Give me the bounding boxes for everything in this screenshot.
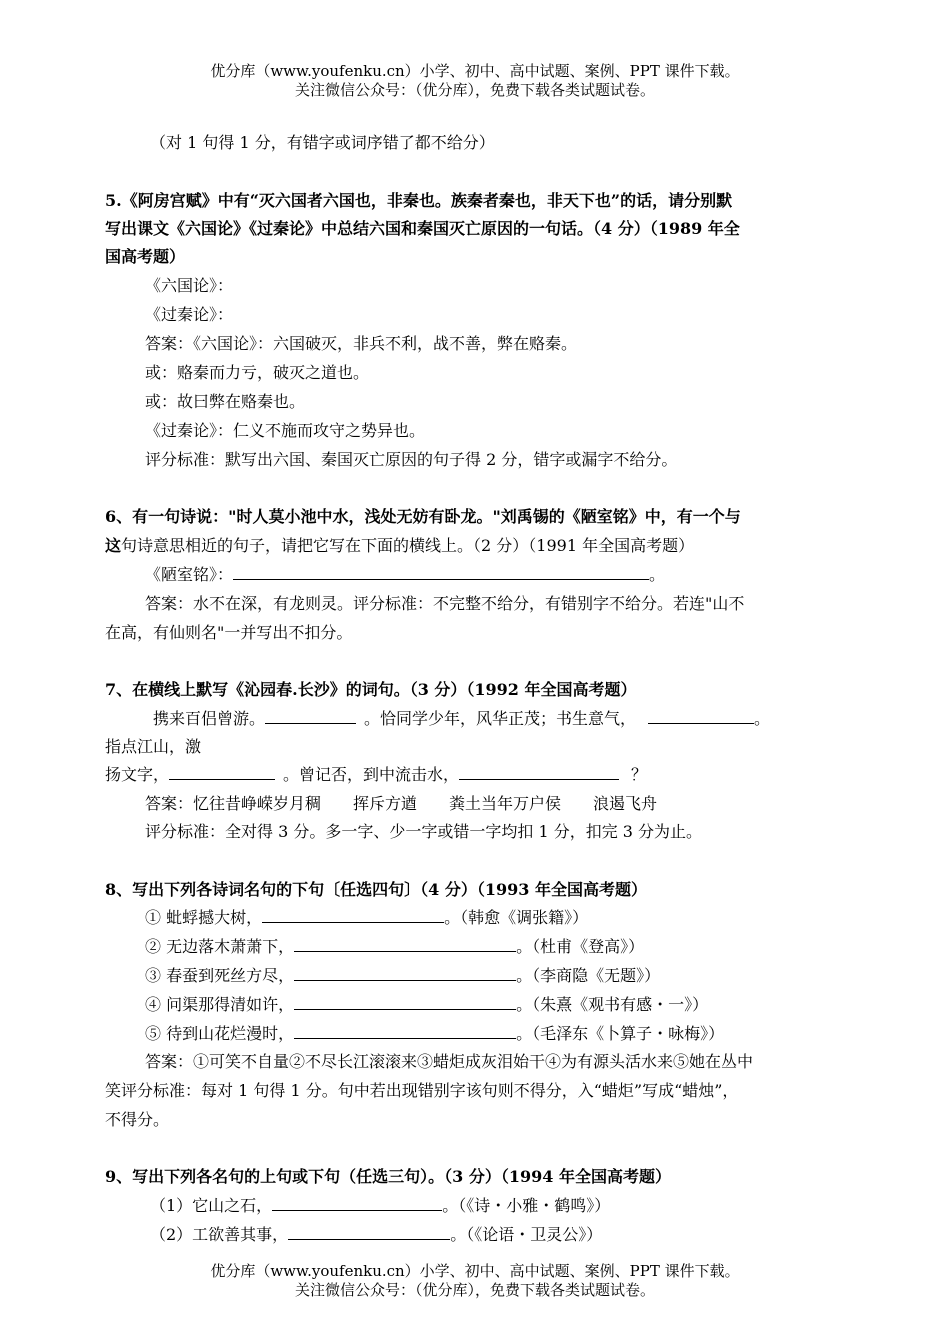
q8-title: 8、写出下列各诗词名句的下句〔任选四句〕（4 分）（1993 年全国高考题）: [105, 880, 647, 899]
q7-line-1c: 。: [754, 709, 771, 728]
q9-item-2-source: 。（《论语・卫灵公》）: [450, 1225, 603, 1244]
q8-item-5-text: ⑤ 待到山花烂漫时，: [145, 1024, 295, 1043]
header-line-2: 关注微信公众号：（优分库），免费下载各类试题试卷。: [294, 81, 655, 99]
q7-answer: 答案：忆往昔峥嵘岁月稠 挥斥方遒 粪土当年万户侯 浪遏飞舟: [145, 794, 658, 813]
q5-title-line-1: 5.《阿房宫赋》中有“灭六国者六国也，非秦也。族秦者秦也，非天下也”的话，请分别默: [105, 191, 733, 210]
q7-line-1: [153, 709, 770, 729]
q8-item-5-source: 。（毛泽东《卜算子・咏梅》）: [516, 1024, 725, 1043]
q5-answer-3: 或：故曰弊在赂秦也。: [145, 392, 306, 411]
q9-item-2-blank[interactable]: [288, 1225, 450, 1240]
q6-title-line-2: [105, 536, 694, 556]
q7-blank-4[interactable]: [459, 765, 619, 780]
q5-answer-4: 《过秦论》：仁义不施而攻守之势异也。: [145, 421, 426, 440]
q6-prompt: [145, 565, 665, 585]
q7-scoring: 评分标准：全对得 3 分。多一字、少一字或错一字均扣 1 分，扣完 3 分为止。: [145, 822, 703, 841]
q8-item-3-source: 。（李商隐《无题》）: [516, 966, 661, 985]
q8-item-3-text: ③ 春蚕到死丝方尽，: [145, 966, 295, 985]
q9-item-1-text: （1）它山之石，: [150, 1196, 273, 1215]
q8-item: [145, 908, 588, 928]
q9-item: [150, 1196, 610, 1216]
q6-answer-1: 答案：水不在深，有龙则灵。评分标准：不完整不给分，有错别字不给分。若连"山不: [145, 594, 745, 613]
q8-item-1-source: 。（韩愈《调张籍》）: [444, 908, 589, 927]
q6-answer-blank[interactable]: [233, 565, 649, 580]
q8-item: [145, 1024, 724, 1044]
q8-item-1-blank[interactable]: [262, 908, 444, 923]
q8-item-4-text: ④ 问渠那得清如许，: [145, 995, 295, 1014]
q8-item-2-source: 。（杜甫《登高》）: [516, 937, 645, 956]
q8-item-1-text: ① 蚍蜉撼大树，: [145, 908, 263, 927]
footer-line-2: 关注微信公众号：（优分库），免费下载各类试题试卷。: [294, 1281, 655, 1299]
q7-title: 7、在横线上默写《沁园春.长沙》的词句。（3 分）（1992 年全国高考题）: [105, 680, 637, 699]
q9-item-1-source: 。（《诗・小雅・鹤鸣》）: [442, 1196, 611, 1215]
q5-prompt-guoqinlun: 《过秦论》：: [145, 305, 234, 324]
q8-item: [145, 937, 644, 957]
q9-item: [150, 1225, 602, 1245]
q7-blank-2[interactable]: [648, 709, 754, 724]
q8-item-4-source: 。（朱熹《观书有感・一》）: [516, 995, 709, 1014]
q5-answer-1: 答案：《六国论》：六国破灭，非兵不利，战不善，弊在赂秦。: [145, 334, 578, 353]
q6-prompt-label: 《陋室铭》：: [145, 565, 234, 584]
q8-answer-2: 笑评分标准：每对 1 句得 1 分。句中若出现错别字该句则不得分，入“蜡炬”写成“蜡烛”，: [105, 1081, 739, 1100]
q5-answer-2: 或：赂秦而力亏，破灭之道也。: [145, 363, 370, 382]
q7-line-1b: 。恰同学少年，风华正茂；书生意气，: [364, 709, 637, 728]
q9-title: 9、写出下列各名句的上句或下句（任选三句）。（3 分）（1994 年全国高考题）: [105, 1167, 671, 1186]
page-footer: [0, 1262, 950, 1300]
page-header: [0, 62, 950, 100]
q4-scoring-note: （对 1 句得 1 分，有错字或词序错了都不给分）: [150, 133, 495, 152]
q7-line-3: [105, 765, 647, 785]
q6-answer-2: 在高，有仙则名"一并写出不扣分。: [105, 623, 353, 642]
q7-line-3a: 扬文字，: [105, 765, 170, 784]
q6-prompt-end: 。: [649, 565, 666, 584]
q7-line-3b: 。曾记否，到中流击水，: [283, 765, 460, 784]
q7-line-1a: 携来百侣曾游。: [153, 709, 266, 728]
q7-blank-1[interactable]: [265, 709, 356, 724]
q7-line-2: 指点江山，激: [105, 737, 202, 756]
header-line-1: 优分库（www.youfenku.cn）小学、初中、高中试题、案例、PPT 课件下载。: [210, 62, 740, 80]
q8-item: [145, 995, 708, 1015]
q5-title-line-3: 国高考题）: [105, 247, 186, 266]
q8-item-2-blank[interactable]: [294, 937, 516, 952]
q8-item-3-blank[interactable]: [294, 966, 516, 981]
q6-title-rest: 句诗意思相近的句子，请把它写在下面的横线上。（2 分）（1991 年全国高考题）: [121, 536, 695, 555]
q8-answer-1: 答案：①可笑不自量②不尽长江滚滚来③蜡炬成灰泪始干④为有源头活水来⑤她在丛中: [145, 1052, 754, 1071]
q9-item-2-text: （2）工欲善其事，: [150, 1225, 289, 1244]
q8-item-4-blank[interactable]: [294, 995, 516, 1010]
q8-item-2-text: ② 无边落木萧萧下，: [145, 937, 295, 956]
q9-item-1-blank[interactable]: [272, 1196, 442, 1211]
q6-title-line-1: 6、有一句诗说："时人莫小池中水，浅处无妨有卧龙。"刘禹锡的《陋室铭》中，有一个与: [105, 507, 741, 526]
q6-title-bold-char: 这: [105, 536, 122, 555]
q8-answer-3: 不得分。: [105, 1110, 170, 1129]
q7-line-3c: ？: [631, 765, 648, 784]
q8-item-5-blank[interactable]: [294, 1024, 516, 1039]
q5-title-line-2: 写出课文《六国论》《过秦论》中总结六国和秦国灭亡原因的一句话。（4 分）（1989 年全: [105, 219, 740, 238]
q8-item: [145, 966, 660, 986]
q5-scoring: 评分标准：默写出六国、秦国灭亡原因的句子得 2 分，错字或漏字不给分。: [145, 450, 678, 469]
footer-line-1: 优分库（www.youfenku.cn）小学、初中、高中试题、案例、PPT 课件下载。: [210, 1262, 740, 1280]
q7-blank-3[interactable]: [169, 765, 275, 780]
q5-prompt-liuguolun: 《六国论》：: [145, 276, 234, 295]
